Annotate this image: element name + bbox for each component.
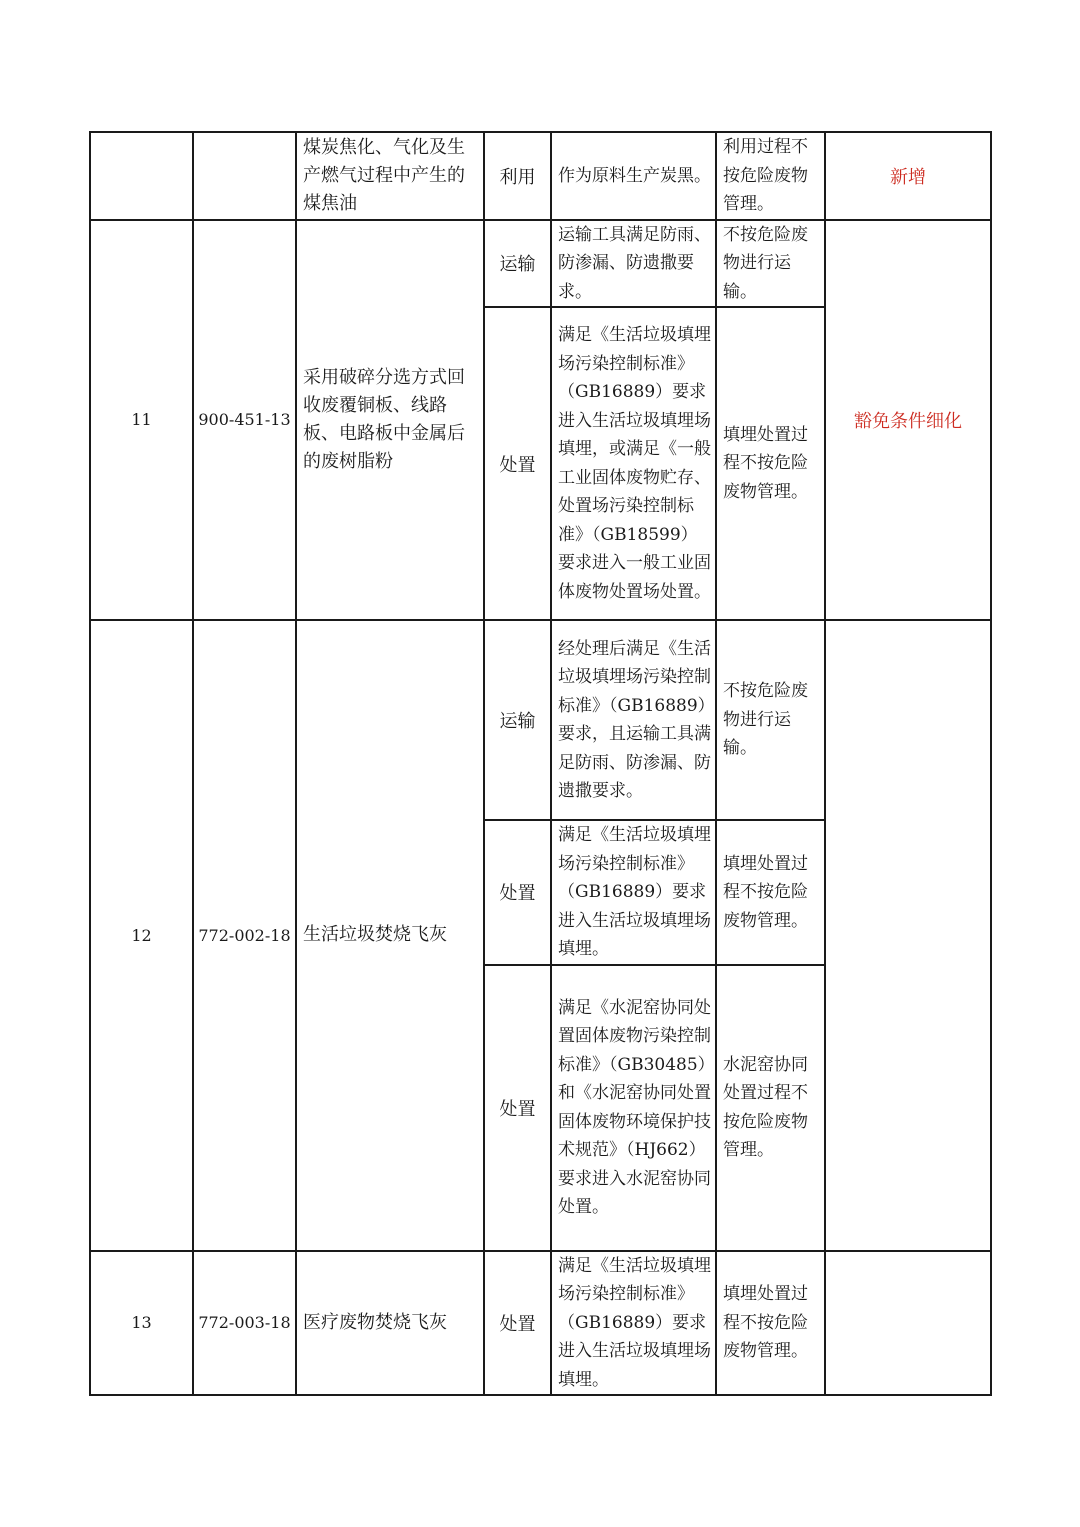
waste-name-cell: 采用破碎分选方式回收废覆铜板、线路板、电路板中金属后的废树脂粉: [296, 220, 484, 621]
exempt-content-cell: 填埋处置过程不按危险废物管理。: [716, 307, 825, 620]
item-number-cell: 13: [90, 1251, 193, 1396]
exempt-content-cell: 不按危险废物进行运输。: [716, 620, 825, 820]
waste-code-cell: 900-451-13: [193, 220, 296, 621]
waste-name-cell: 生活垃圾焚烧飞灰: [296, 620, 484, 1251]
exempt-link-cell: 处置: [484, 307, 551, 620]
remark-cell: [825, 1251, 991, 1396]
remark-cell: 豁免条件细化: [825, 220, 991, 621]
exempt-condition-cell: 作为原料生产炭黑。: [551, 132, 716, 220]
exempt-condition-cell: 满足《生活垃圾填埋场污染控制标准》（GB16889）要求进入生活垃圾填埋场填埋。: [551, 1251, 716, 1396]
item-number-cell: 11: [90, 220, 193, 621]
exempt-content-cell: 填埋处置过程不按危险废物管理。: [716, 1251, 825, 1396]
remark-cell: 新增: [825, 132, 991, 220]
exempt-link-cell: 处置: [484, 965, 551, 1251]
waste-code-cell: 772-003-18: [193, 1251, 296, 1396]
exempt-link-cell: 运输: [484, 220, 551, 308]
exempt-content-cell: 填埋处置过程不按危险废物管理。: [716, 820, 825, 965]
waste-name-cell: 医疗废物焚烧飞灰: [296, 1251, 484, 1396]
table-row: [90, 620, 991, 820]
exempt-condition-cell: 满足《生活垃圾填埋场污染控制标准》（GB16889）要求进入生活垃圾填埋场填埋。: [551, 820, 716, 965]
table-row: [90, 220, 991, 308]
waste-name-cell: 煤炭焦化、气化及生产燃气过程中产生的煤焦油: [296, 132, 484, 220]
exempt-content-cell: 利用过程不按危险废物管理。: [716, 132, 825, 220]
table-row: [90, 132, 991, 220]
exempt-condition-cell: 满足《生活垃圾填埋场污染控制标准》（GB16889）要求进入生活垃圾填埋场填埋，或满足《一般工业固体废物贮存、处置场污染控制标准》（GB18599）要求进入一般工业固体废物处置场处置。: [551, 307, 716, 620]
exempt-condition-cell: 运输工具满足防雨、防渗漏、防遗撒要求。: [551, 220, 716, 308]
waste-code-cell: 772-002-18: [193, 620, 296, 1251]
item-number-cell: 12: [90, 620, 193, 1251]
exempt-condition-cell: 满足《水泥窑协同处置固体废物污染控制标准》（GB30485）和《水泥窑协同处置固体废物环境保护技术规范》（HJ662）要求进入水泥窑协同处置。: [551, 965, 716, 1251]
table-row: [90, 1251, 991, 1396]
item-number-cell: [90, 132, 193, 220]
exempt-link-cell: 处置: [484, 1251, 551, 1396]
exempt-link-cell: 运输: [484, 620, 551, 820]
exempt-link-cell: 利用: [484, 132, 551, 220]
waste-code-cell: [193, 132, 296, 220]
exemption-list-table: [89, 131, 992, 1396]
exempt-condition-cell: 经处理后满足《生活垃圾填埋场污染控制标准》（GB16889）要求，且运输工具满足防雨、防渗漏、防遗撒要求。: [551, 620, 716, 820]
exempt-content-cell: 不按危险废物进行运输。: [716, 220, 825, 308]
exempt-link-cell: 处置: [484, 820, 551, 965]
remark-cell: [825, 620, 991, 1251]
exempt-content-cell: 水泥窑协同处置过程不按危险废物管理。: [716, 965, 825, 1251]
